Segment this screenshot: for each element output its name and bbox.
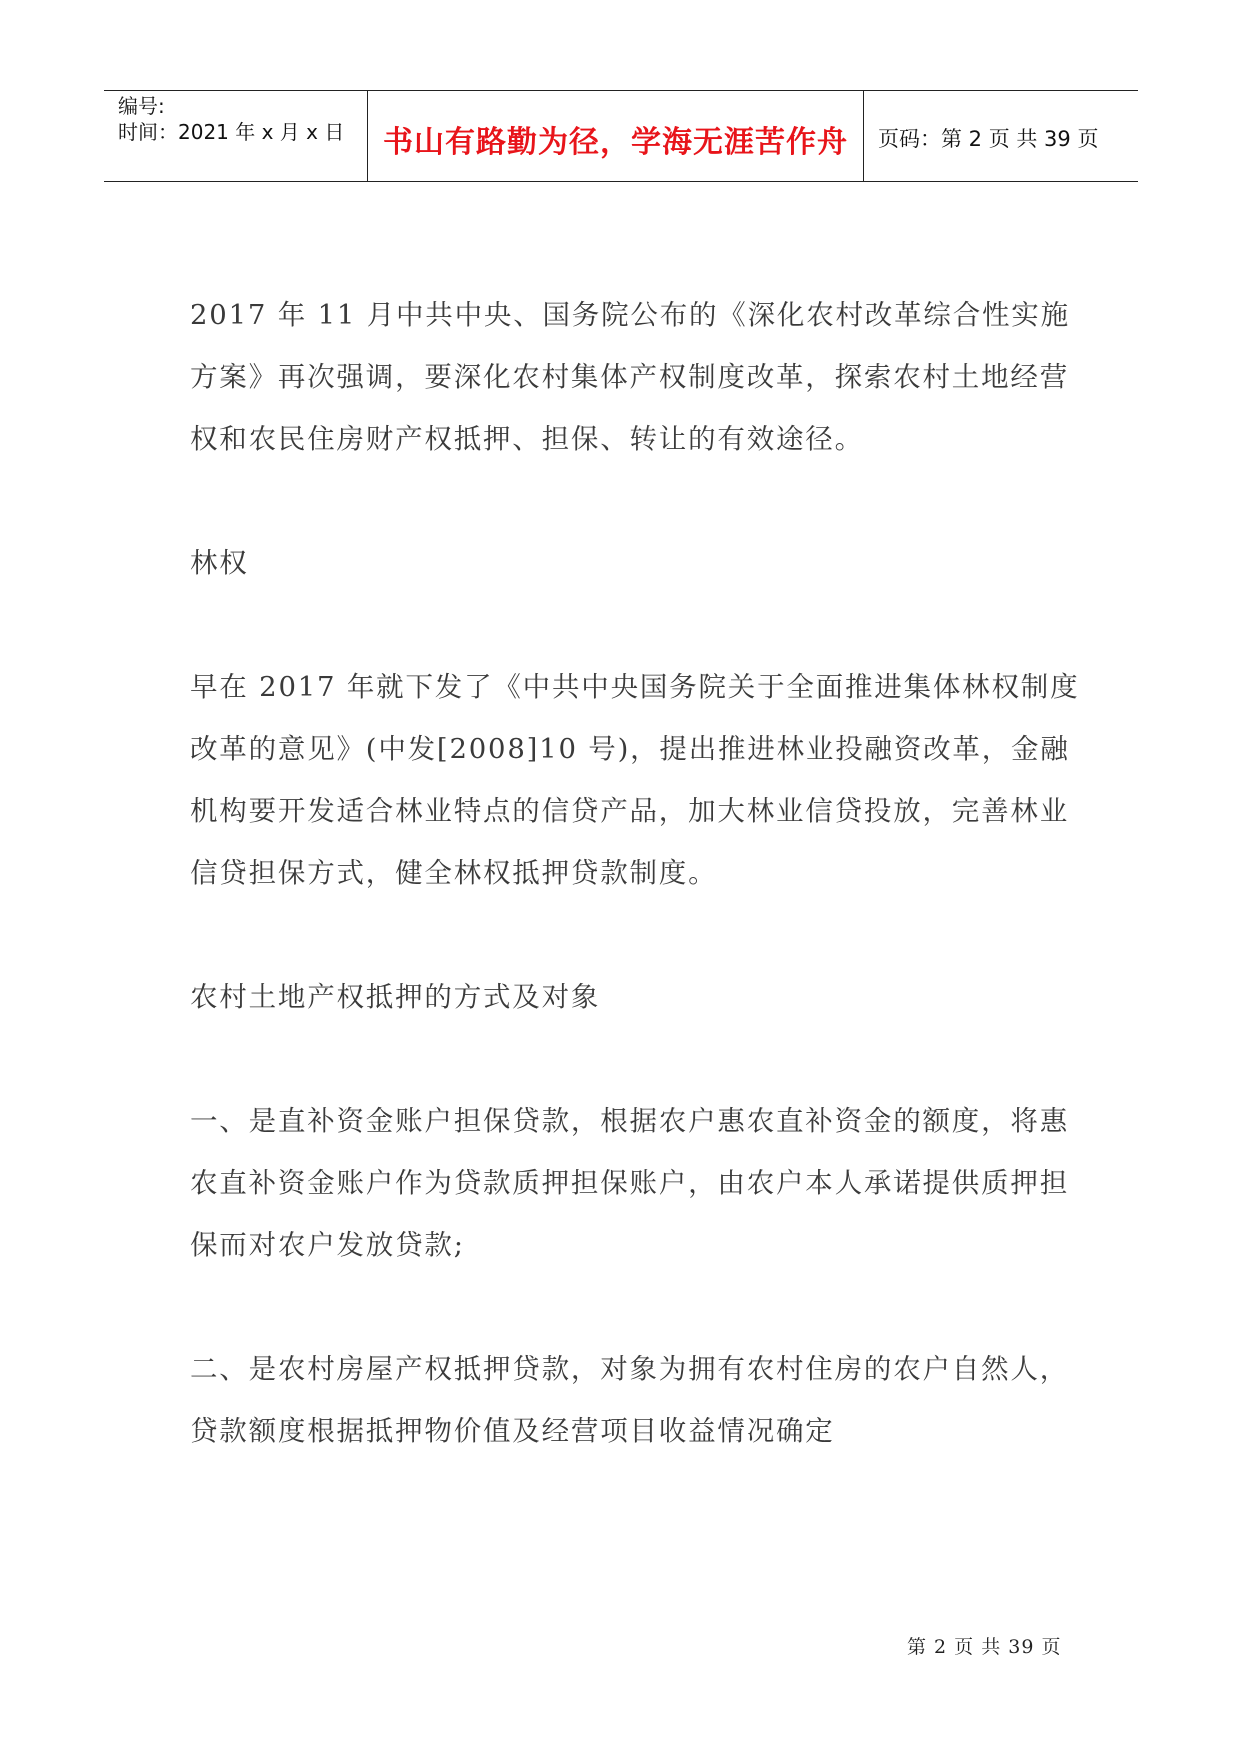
document-time-label: 时间：2021 年 x 月 x 日 (118, 120, 345, 144)
paragraph-forest-rights-opinion: 早在 2017 年就下发了《中共中央国务院关于全面推进集体林权制度改革的意见》(中发[2008]10 号)，提出推进林业投融资改革，金融机构要开发适合林业特点的信贷产品，加大林业信贷投放，完善林业信贷担保方式，健全林权抵押贷款制度。 (190, 671, 1080, 889)
header-meta-cell (104, 91, 368, 181)
header-motto: 书山有路勤为径，学海无涯苦作舟 (383, 125, 848, 160)
heading-mortgage-methods: 农村土地产权抵押的方式及对象 (190, 981, 601, 1013)
header-page-code: 页码：第 2 页 共 39 页 (878, 127, 1099, 151)
paragraph-reform-plan: 2017 年 11 月中共中央、国务院公布的《深化农村改革综合性实施方案》再次强调，要深化农村集体产权制度改革，探索农村土地经营权和农民住房财产权抵押、担保、转让的有效途径。 (190, 299, 1070, 455)
header-page-cell (864, 91, 1138, 181)
document-header (104, 90, 1138, 182)
header-motto-cell (368, 91, 864, 181)
paragraph-method-two: 二、是农村房屋产权抵押贷款，对象为拥有农村住房的农户自然人，贷款额度根据抵押物价值及经营项目收益情况确定 (190, 1353, 1069, 1447)
document-number-label: 编号: (118, 94, 165, 118)
page-footer: 第 2 页 共 39 页 (907, 1636, 1062, 1658)
paragraph-method-one: 一、是直补资金账户担保贷款，根据农户惠农直补资金的额度，将惠农直补资金账户作为贷款质押担保账户，由农户本人承诺提供质押担保而对农户发放贷款; (190, 1105, 1069, 1261)
heading-forest-rights: 林权 (190, 547, 249, 579)
